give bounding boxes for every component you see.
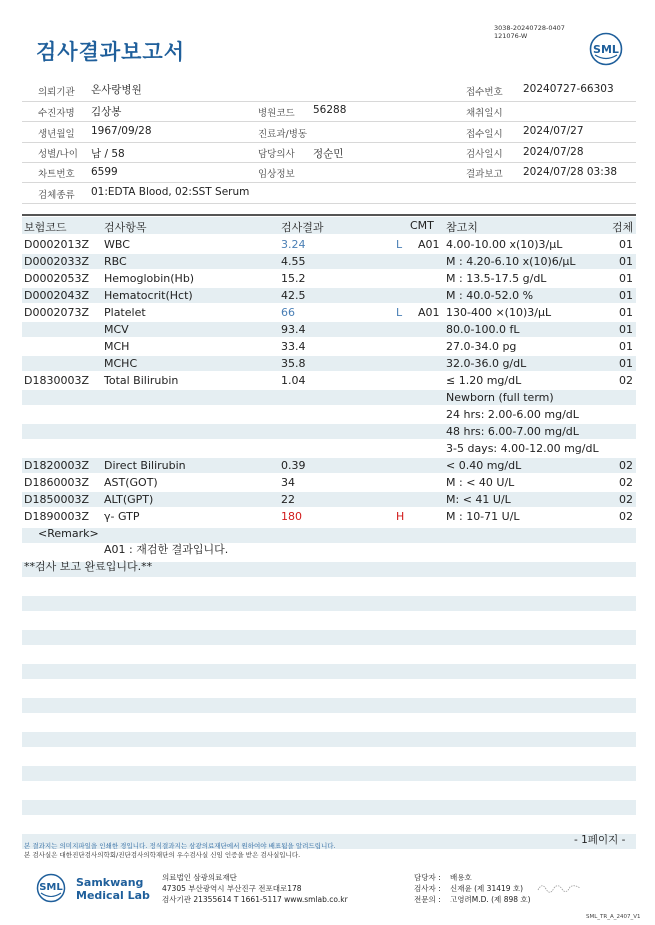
row-cmt: A01 (418, 238, 440, 251)
row-specimen: 01 (619, 323, 633, 336)
receipt-date-label: 접수일시 (466, 129, 503, 140)
row-result: 93.4 (281, 323, 306, 336)
header-result: 검사결과 (281, 221, 324, 234)
row-result: 66 (281, 306, 295, 319)
row-ref: 24 hrs: 2.00-6.00 mg/dL (446, 408, 579, 421)
report-date-label: 결과보고 (466, 169, 503, 180)
row-band (22, 630, 636, 645)
row-item: AST(GOT) (104, 476, 158, 489)
specialist-label: 전문의 : (414, 895, 441, 904)
row-band (22, 664, 636, 679)
row-ref: < 0.40 mg/dL (446, 459, 522, 472)
row-cmt: A01 (418, 306, 440, 319)
row-specimen: 01 (619, 340, 633, 353)
row-specimen: 01 (619, 289, 633, 302)
header-ref: 참고치 (446, 221, 478, 234)
hospital-code-label: 병원코드 (258, 108, 295, 119)
top-code-1: 3038-20240728-0407 (494, 24, 565, 32)
row-ref: M: < 41 U/L (446, 493, 511, 506)
specimen-label: 검체종류 (38, 190, 75, 201)
institution-label: 의뢰기관 (38, 87, 75, 98)
row-code: D0002043Z (24, 289, 89, 302)
divider (22, 101, 636, 102)
receipt-no-label: 접수번호 (466, 87, 503, 98)
test-date-value: 2024/07/28 (523, 146, 584, 158)
foundation-name: 의료법인 삼광의료재단 (162, 873, 237, 882)
divider (22, 182, 636, 183)
row-result: 3.24 (281, 238, 306, 251)
row-item: Hemoglobin(Hb) (104, 272, 195, 285)
foundation-contact: 검사기관 21355614 T 1661-5117 www.smlab.co.kr (162, 895, 348, 904)
header-code: 보험코드 (24, 221, 67, 234)
row-code: D1830003Z (24, 374, 89, 387)
sex-age-label: 성별/나이 (38, 149, 78, 160)
row-band (22, 698, 636, 713)
row-band (22, 766, 636, 781)
row-item: Platelet (104, 306, 146, 319)
row-specimen: 01 (619, 238, 633, 251)
dept-label: 진료과/병동 (258, 129, 308, 140)
header-item: 검사항목 (104, 221, 147, 234)
row-result: 1.04 (281, 374, 306, 387)
row-specimen: 02 (619, 493, 633, 506)
row-item: ALT(GPT) (104, 493, 154, 506)
header-specimen: 검체 (612, 221, 634, 234)
document-id: SML_TR_A_2407_V1 (586, 914, 641, 920)
header-cmt: CMT (410, 219, 434, 232)
row-specimen: 02 (619, 510, 633, 523)
row-result: 15.2 (281, 272, 306, 285)
remark-text: A01 : 재검한 결과입니다. (104, 543, 229, 556)
row-result: 35.8 (281, 357, 306, 370)
page-number: - 1페이지 - (574, 834, 626, 846)
row-item: WBC (104, 238, 130, 251)
row-specimen: 01 (619, 306, 633, 319)
row-result: 0.39 (281, 459, 306, 472)
collect-date-label: 채취일시 (466, 108, 503, 119)
patient-value: 김상봉 (91, 106, 122, 118)
chart-no-value: 6599 (91, 166, 118, 178)
doctor-label: 담당의사 (258, 149, 295, 160)
row-ref: ≤ 1.20 mg/dL (446, 374, 522, 387)
row-item: Hematocrit(Hct) (104, 289, 193, 302)
hospital-code-value: 56288 (313, 104, 347, 116)
birth-label: 생년월일 (38, 129, 75, 140)
birth-value: 1967/09/28 (91, 125, 152, 137)
logo-text: SML (593, 43, 619, 56)
company-name-1: Samkwang (76, 876, 144, 889)
row-result: 180 (281, 510, 302, 523)
tester-value: 신재윤 (제 31419 호) (450, 884, 524, 893)
report-title: 검사결과보고서 (36, 40, 186, 64)
row-specimen: 01 (619, 272, 633, 285)
specialist-value: 고영려M.D. (제 898 호) (450, 895, 531, 904)
row-code: D1890003Z (24, 510, 89, 523)
row-specimen: 02 (619, 476, 633, 489)
row-ref: Newborn (full term) (446, 391, 554, 404)
footer-logo (36, 873, 66, 903)
clinical-label: 임상정보 (258, 169, 295, 180)
row-ref: 48 hrs: 6.00-7.00 mg/dL (446, 425, 579, 438)
row-item: MCH (104, 340, 130, 353)
sml-logo (589, 32, 623, 66)
report-barcode-text (494, 24, 565, 40)
row-specimen: 01 (619, 357, 633, 370)
row-result: 4.55 (281, 255, 306, 268)
row-item: γ- GTP (104, 510, 140, 523)
row-ref: M : 10-71 U/L (446, 510, 520, 523)
row-ref: M : 4.20-6.10 x(10)6/μL (446, 255, 576, 268)
foundation-address: 47305 부산광역시 부산진구 전포대로178 (162, 884, 302, 893)
row-ref: M : 13.5-17.5 g/dL (446, 272, 547, 285)
specimen-value: 01:EDTA Blood, 02:SST Serum (91, 186, 250, 198)
row-code: D1860003Z (24, 476, 89, 489)
institution-value: 온사랑병원 (91, 84, 142, 96)
row-flag: L (396, 238, 403, 251)
company-name (76, 876, 150, 902)
row-code: D0002013Z (24, 238, 89, 251)
divider (22, 121, 636, 122)
row-ref: M : 40.0-52.0 % (446, 289, 534, 302)
table-top-border (22, 214, 636, 216)
row-item: MCHC (104, 357, 138, 370)
company-name-2: Medical Lab (76, 889, 150, 902)
row-item: Total Bilirubin (104, 374, 179, 387)
footer-note-1: 본 결과지는 의미지파일을 인쇄한 경입니다. 정식결과지는 삼광의료재단에서 원하여야 배표됨을 알려드립니다. (24, 842, 336, 850)
staff-label: 담당자 : (414, 873, 441, 882)
row-band (22, 800, 636, 815)
row-code: D1850003Z (24, 493, 89, 506)
row-result: 33.4 (281, 340, 306, 353)
row-item: RBC (104, 255, 127, 268)
row-band (22, 732, 636, 747)
row-band (22, 596, 636, 611)
row-ref: 80.0-100.0 fL (446, 323, 520, 336)
row-ref: 32.0-36.0 g/dL (446, 357, 527, 370)
row-band (22, 528, 636, 543)
row-code: D0002073Z (24, 306, 89, 319)
tester-label: 검사자 : (414, 884, 441, 893)
row-code: D0002053Z (24, 272, 89, 285)
row-specimen: 01 (619, 255, 633, 268)
staff-value: 배용호 (450, 873, 472, 882)
row-flag: L (396, 306, 403, 319)
row-specimen: 02 (619, 459, 633, 472)
receipt-date-value: 2024/07/27 (523, 125, 584, 137)
top-code-2: 121076-W (494, 32, 528, 40)
footer-logo-text: SML (39, 882, 63, 893)
report-complete-text: **검사 보고 완료입니다.** (24, 560, 153, 573)
row-ref: 27.0-34.0 pg (446, 340, 517, 353)
doctor-value: 정순민 (313, 148, 344, 160)
receipt-no-value: 20240727-66303 (523, 83, 614, 95)
divider (22, 162, 636, 163)
divider (22, 203, 636, 204)
sex-age-value: 남 / 58 (91, 148, 125, 160)
row-result: 42.5 (281, 289, 306, 302)
patient-label: 수진자명 (38, 108, 75, 119)
row-code: D1820003Z (24, 459, 89, 472)
footer-note-2: 본 검사실은 대한진단검사의학회/진단검사의학재단의 우수검사실 신임 인증을 받은 검사실입니다. (24, 851, 301, 859)
row-ref: 3-5 days: 4.00-12.00 mg/dL (446, 442, 599, 455)
row-ref: M : < 40 U/L (446, 476, 515, 489)
chart-no-label: 차트번호 (38, 169, 75, 180)
row-specimen: 02 (619, 374, 633, 387)
row-result: 22 (281, 493, 295, 506)
row-ref: 130-400 ×(10)3/μL (446, 306, 552, 319)
test-date-label: 검사일시 (466, 149, 503, 160)
row-code: D0002033Z (24, 255, 89, 268)
remark-label: <Remark> (38, 527, 99, 540)
report-date-value: 2024/07/28 03:38 (523, 166, 618, 178)
row-result: 34 (281, 476, 295, 489)
signature-icon (536, 880, 584, 894)
row-flag: H (396, 510, 405, 523)
row-item: Direct Bilirubin (104, 459, 186, 472)
row-ref: 4.00-10.00 x(10)3/μL (446, 238, 563, 251)
row-item: MCV (104, 323, 129, 336)
divider (22, 142, 636, 143)
